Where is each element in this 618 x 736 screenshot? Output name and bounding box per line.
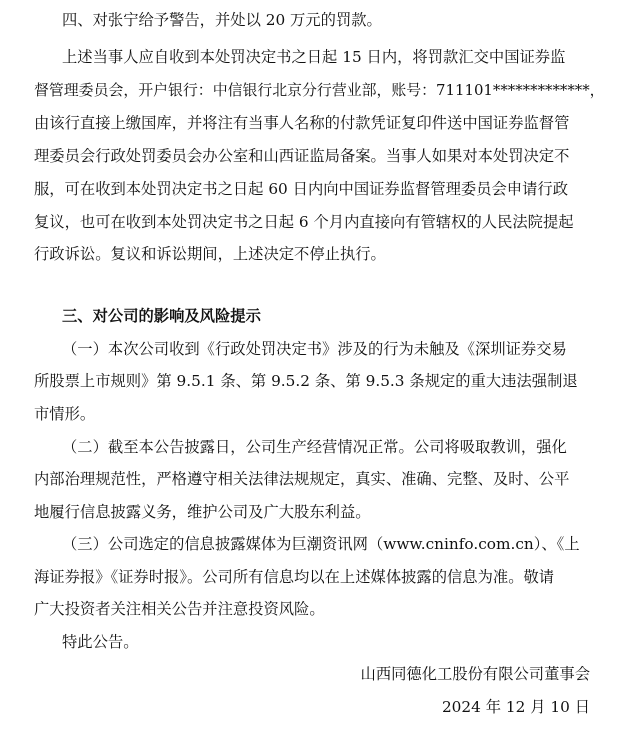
payment-paragraph-line-5: 服，可在收到本处罚决定书之日起 60 日内向中国证券监督管理委员会申请行政 [34, 180, 568, 198]
point-three-line-2: 海证券报》《证券时报》。公司所有信息均以在上述媒体披露的信息为准。敬请 [34, 568, 555, 586]
point-two-line-1: （二）截至本公告披露日，公司生产经营情况正常。公司将吸取教训，强化 [62, 438, 567, 456]
section-three-heading: 三、对公司的影响及风险提示 [62, 307, 261, 325]
point-one-line-2: 所股票上市规则》第 9.5.1 条、第 9.5.2 条、第 9.5.3 条规定的重大违法强制退 [34, 372, 578, 390]
item-four-warning-fine: 四、对张宁给予警告，并处以 20 万元的罚款。 [62, 11, 382, 29]
payment-paragraph-line-6: 复议，也可在收到本处罚决定书之日起 6 个月内直接向有管辖权的人民法院提起 [34, 213, 574, 231]
signature-board: 山西同德化工股份有限公司董事会 [360, 665, 590, 683]
point-one-line-1: （一）本次公司收到《行政处罚决定书》涉及的行为未触及《深圳证券交易 [62, 340, 567, 358]
point-two-line-2: 内部治理规范性，严格遵守相关法律法规规定，真实、准确、完整、及时、公平 [34, 470, 570, 488]
point-three-line-3: 广大投资者关注相关公告并注意投资风险。 [34, 600, 325, 618]
payment-paragraph-line-7: 行政诉讼。复议和诉讼期间，上述决定不停止执行。 [34, 245, 386, 263]
point-three-line-1: （三）公司选定的信息披露媒体为巨潮资讯网（www.cninfo.com.cn）、《上 [62, 535, 580, 553]
payment-paragraph-line-3: 由该行直接上缴国库，并将注有当事人名称的付款凭证复印件送中国证券监督管 [34, 114, 570, 132]
payment-paragraph-line-1: 上述当事人应自收到本处罚决定书之日起 15 日内，将罚款汇交中国证券监 [62, 48, 566, 66]
payment-paragraph-line-2: 督管理委员会，开户银行：中信银行北京分行营业部，账号：711101*************， [34, 81, 605, 99]
point-two-line-3: 地履行信息披露义务，维护公司及广大股东利益。 [34, 503, 371, 521]
point-one-line-3: 市情形。 [34, 405, 96, 423]
closing-remark: 特此公告。 [62, 633, 139, 651]
payment-paragraph-line-4: 理委员会行政处罚委员会办公室和山西证监局备案。当事人如果对本处罚决定不 [34, 147, 570, 165]
announcement-date: 2024 年 12 月 10 日 [441, 698, 590, 716]
